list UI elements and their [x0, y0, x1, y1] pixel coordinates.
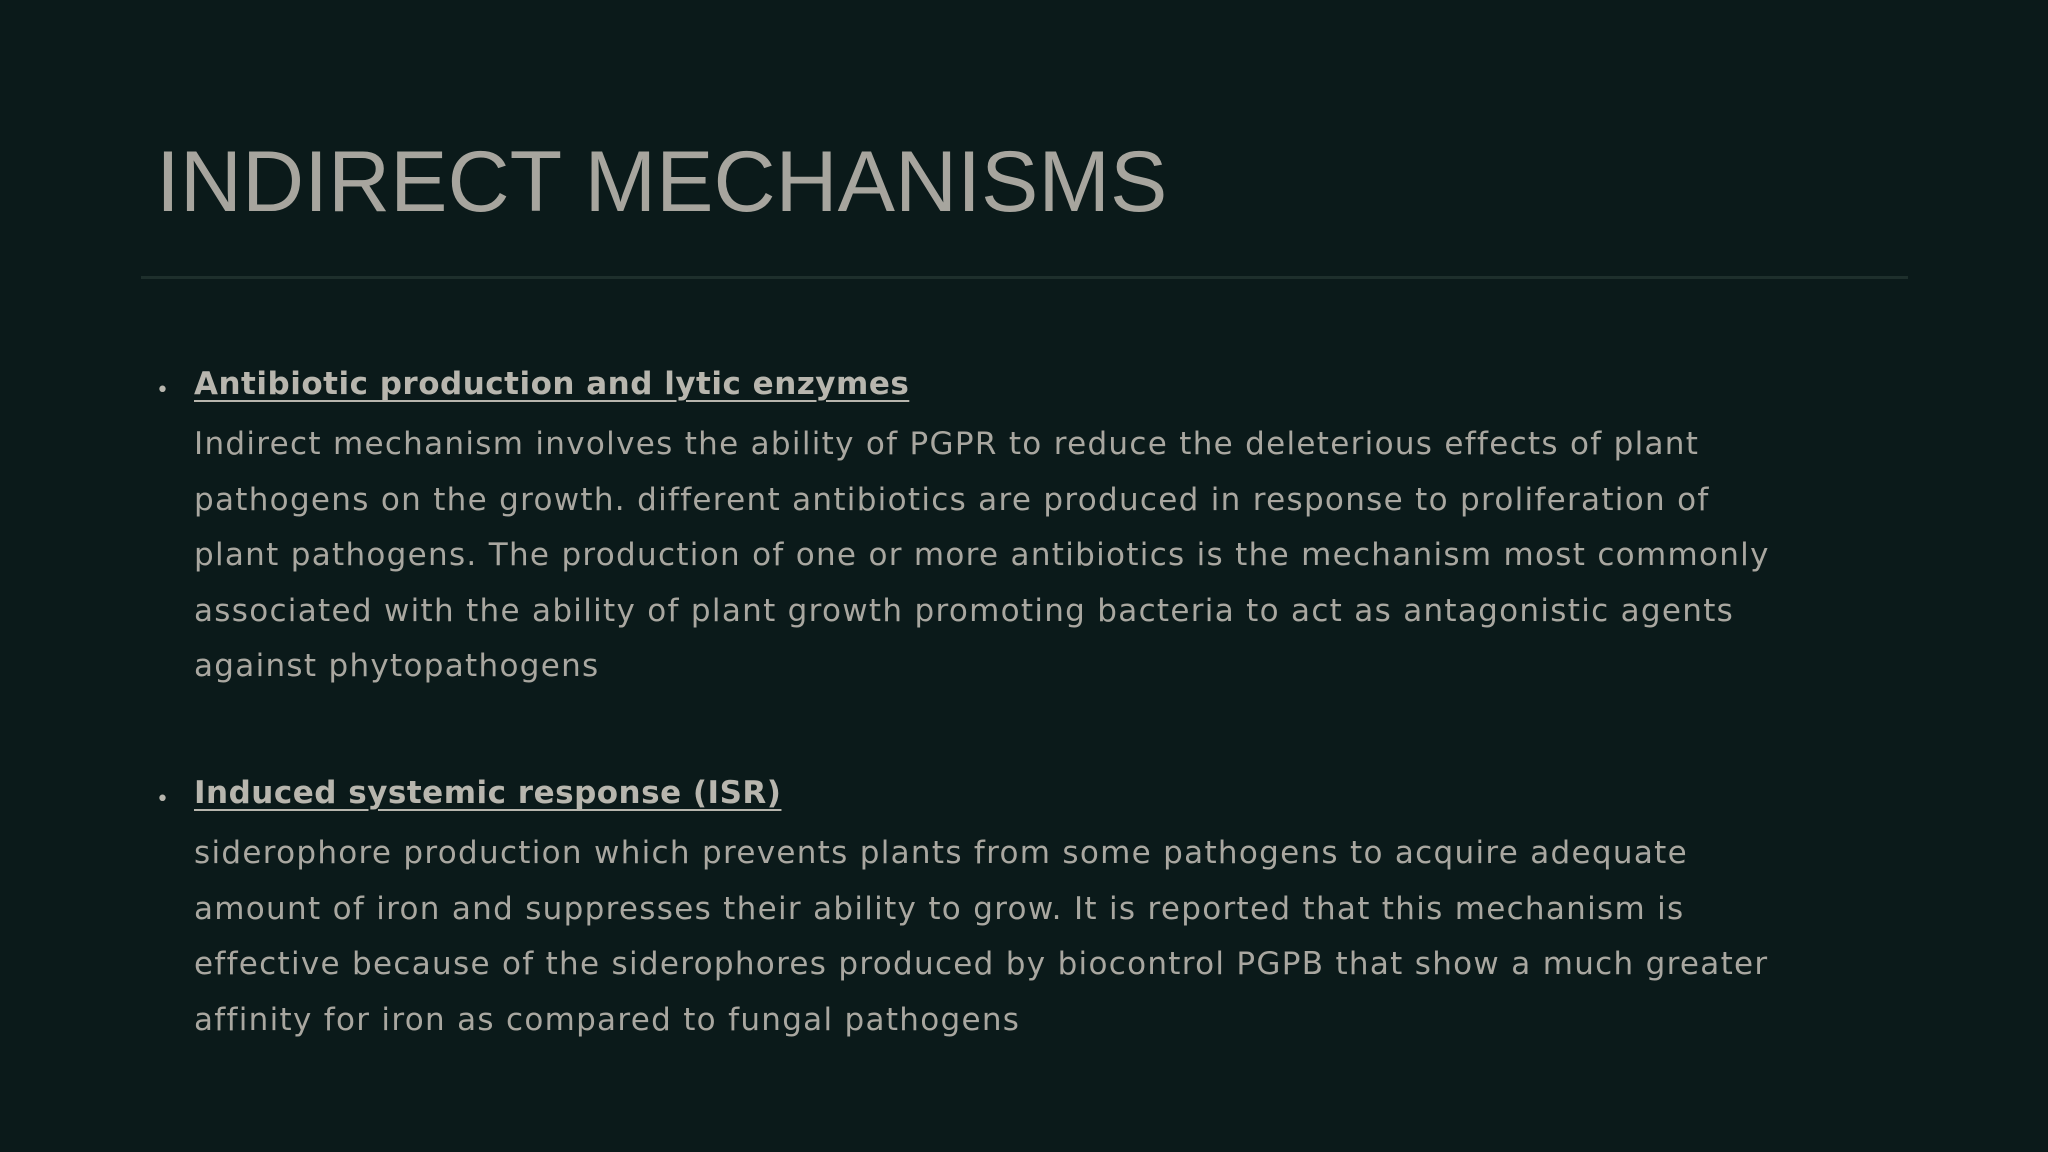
bullet-heading: Induced systemic response (ISR): [194, 775, 782, 811]
bullet-heading: Antibiotic production and lytic enzymes: [194, 366, 910, 402]
bullet-body: [194, 417, 1896, 695]
slide-title: INDIRECT MECHANISMS: [156, 134, 1168, 230]
body-line: amount of iron and suppresses their ability to grow. It is reported that this mechanism is: [194, 890, 1685, 927]
body-line: siderophore production which prevents plants from some pathogens to acquire adequate: [194, 835, 1688, 871]
body-line: associated with the ability of plant growth promoting bacteria to act as antagonistic agents: [194, 592, 1735, 629]
bullet-dot-icon: •: [156, 378, 169, 403]
bullet-dot-icon: •: [156, 787, 169, 812]
bullet-item-antibiotic: [156, 362, 1896, 695]
body-line: Indirect mechanism involves the ability of PGPR to reduce the deleterious effects of plant: [194, 426, 1700, 462]
body-line: effective because of the siderophores produced by biocontrol PGPB that show a much greater: [194, 946, 1769, 982]
body-line: against phytopathogens: [194, 648, 600, 684]
bullet-body: [194, 826, 1896, 1048]
title-divider: [141, 276, 1908, 279]
bullet-item-isr: [156, 771, 1896, 1048]
body-line: plant pathogens. The production of one or more antibiotics is the mechanism most commonly: [194, 537, 1770, 573]
body-line: pathogens on the growth. different antibiotics are produced in response to proliferation of: [194, 481, 1710, 518]
body-line: affinity for iron as compared to fungal pathogens: [194, 1001, 1021, 1038]
